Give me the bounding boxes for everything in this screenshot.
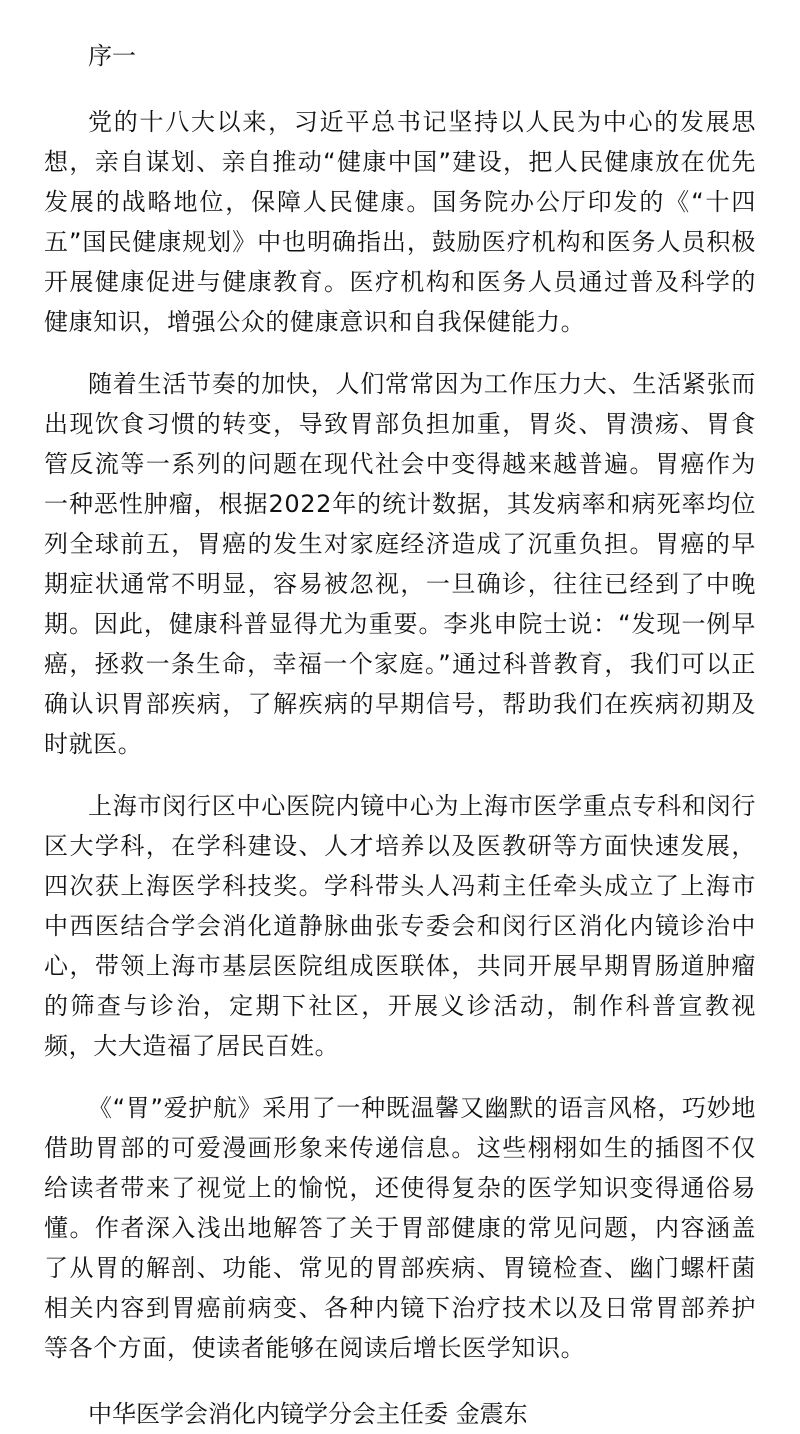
paragraph-2: 随着生活节奏的加快，人们常常因为工作压力大、生活紧张而出现饮食习惯的转变，导致胃部负担加重，胃炎、胃溃疡、胃食管反流等一系列的问题在现代社会中变得越来越普遍。胃癌作为一种恶性肿瘤，根据2022年的统计数据，其发病率和病死率均位列全球前五，胃癌的发生对家庭经济造成了沉重负担。胃癌的早期症状通常不明显，容易被忽视，一旦确诊，往往已经到了中晚期。因此，健康科普显得尤为重要。李兆申院士说：“发现一例早癌，拯救一条生命，幸福一个家庭。”通过科普教育，我们可以正确认识胃部疾病，了解疾病的早期信号，帮助我们在疾病初期及时就医。 — [44, 370, 756, 758]
paragraph-4: 《“胃”爱护航》采用了一种既温馨又幽默的语言风格，巧妙地借助胃部的可爱漫画形象来传递信息。这些栩栩如生的插图不仅给读者带来了视觉上的愉悦，还使得复杂的医学知识变得通俗易懂。作者深入浅出地解答了关于胃部健康的常见问题，内容涵盖了从胃的解剖、功能、常见的胃部疾病、胃镜检查、幽门螺杆菌相关内容到胃癌前病变、各种内镜下治疗技术以及日常胃部养护等各个方面，使读者能够在阅读后增长医学知识。 — [44, 1094, 756, 1362]
paragraph-3: 上海市闵行区中心医院内镜中心为上海市医学重点专科和闵行区大学科，在学科建设、人才培养以及医教研等方面快速发展，四次获上海医学科技奖。学科带头人冯莉主任牵头成立了上海市中西医结合学会消化道静脉曲张专委会和闵行区消化内镜诊治中心，带领上海市基层医院组成医联体，共同开展早期胃肠道肿瘤的筛查与诊治，定期下社区，开展义诊活动，制作科普宣教视频，大大造福了居民百姓。 — [44, 792, 756, 1060]
page-title: 序一 — [88, 42, 136, 70]
paragraph-1: 党的十八大以来，习近平总书记坚持以人民为中心的发展思想，亲自谋划、亲自推动“健康中国”建设，把人民健康放在优先发展的战略地位，保障人民健康。国务院办公厅印发的《“十四五”国民健康规划》中也明确指出，鼓励医疗机构和医务人员积极开展健康促进与健康教育。医疗机构和医务人员通过普及科学的健康知识，增强公众的健康意识和自我保健能力。 — [44, 108, 756, 336]
signature: 中华医学会消化内镜学分会主任委 金震东 — [88, 1400, 528, 1428]
